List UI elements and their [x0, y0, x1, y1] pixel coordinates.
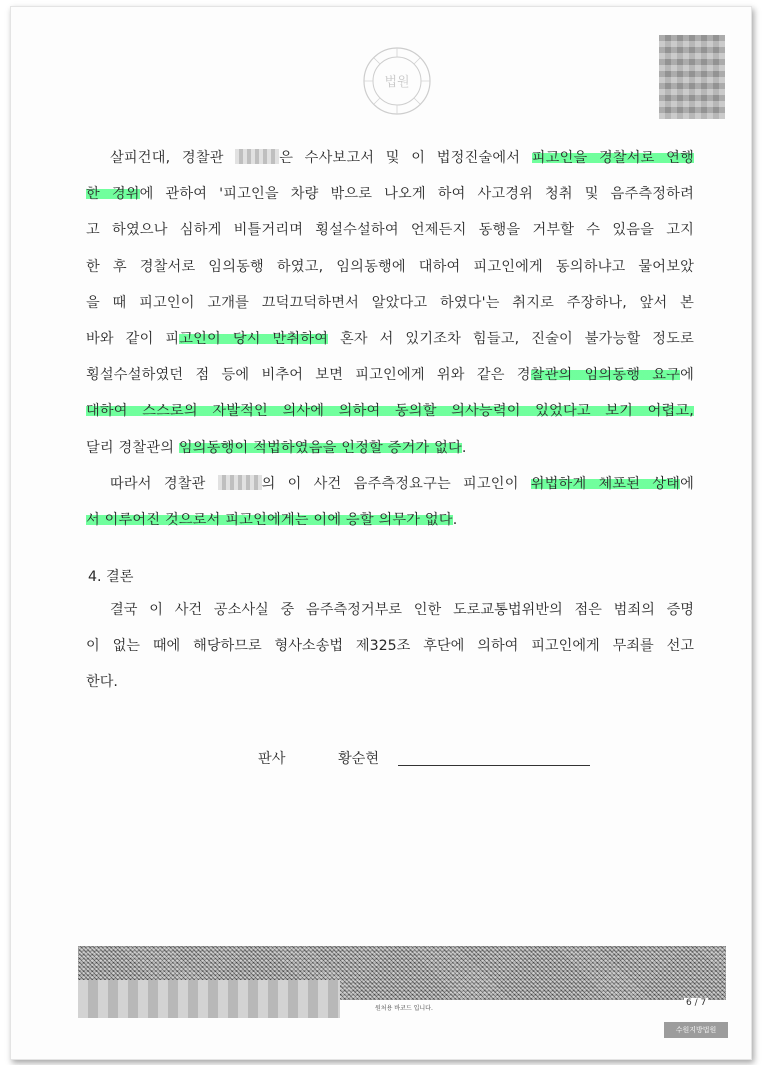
paragraph-breath-test-request [86, 466, 694, 538]
text-line [86, 628, 694, 664]
highlighted-text: 임의동행이 적법하였음을 인정할 증거가 없다 [178, 439, 462, 456]
text-segment: 횡설수설하였던 점 등에 비추어 보면 피고인에게 위와 같은 경 [86, 367, 531, 384]
text-segment: 달리 경찰관의 [86, 439, 179, 456]
text-segment: . [461, 439, 467, 456]
text-line [86, 321, 694, 357]
barcode-note: 원처용 바코드 입니다. [372, 1003, 436, 1012]
text-segment: 혼자 서 있기조차 힘들고, 진술이 불가능할 정도로 [328, 330, 694, 347]
text-segment: 에 [680, 475, 694, 492]
text-line [86, 664, 694, 700]
text-segment: 에 관하여 '피고인을 차량 밖으로 나오게 하여 사고경위 청취 및 음주측정하려 [139, 186, 694, 203]
text-line [86, 466, 694, 502]
text-segment: 살피건대, 경찰관 [110, 150, 236, 166]
signature-line [398, 753, 590, 766]
highlighted-text: 서 이루어진 것으로서 피고인에게는 이에 응할 의무가 없다 [86, 511, 453, 528]
text-segment: 을 때 피고인이 고개를 끄덕끄덕하면서 알았다고 하였다'는 취지로 주장하나, 앞서 본 [86, 294, 694, 311]
text-line [86, 249, 694, 285]
text-segment: 의 이 사건 음주측정요구는 피고인이 [261, 475, 531, 492]
redacted-name-mask [235, 149, 279, 164]
paragraph-police-escort [86, 140, 694, 466]
seal-text: 법원 [384, 75, 410, 90]
highlighted-text: 고인이 당시 만취하여 [179, 330, 329, 347]
text-line [86, 592, 694, 628]
text-line [86, 393, 694, 429]
text-segment: 이 없는 때에 해당하므로 형사소송법 제325조 후단에 의하여 피고인에게 무죄를 선고 [86, 638, 694, 655]
text-segment: 한 후 경찰서로 임의동행 하였고, 임의동행에 대하여 피고인에게 동의하냐고 물어보았 [86, 258, 694, 275]
court-seal-watermark [361, 45, 433, 117]
text-line [86, 285, 694, 321]
text-line [86, 176, 694, 212]
reasoning-body [86, 140, 694, 538]
text-segment: . [452, 511, 458, 528]
text-line [86, 430, 694, 466]
highlighted-text: 위법하게 체포된 상태 [530, 475, 681, 492]
text-line [86, 502, 694, 538]
page-number: 6 / 7 [686, 998, 707, 1008]
redacted-name-mask [218, 475, 262, 490]
judge-name: 황순현 [337, 751, 380, 767]
text-segment: 고 하였으나 심하게 비틀거리며 횡설수설하여 언제든지 동행을 거부할 수 있음을 고지 [86, 222, 694, 239]
redacted-footer-mosaic [78, 980, 340, 1018]
text-line [86, 140, 694, 176]
judge-signature-block [258, 744, 590, 774]
text-line [86, 357, 694, 393]
judge-title: 판사 [258, 751, 286, 767]
text-segment: 에 [680, 367, 694, 384]
text-segment: 바와 같이 피 [86, 330, 180, 347]
highlighted-text: 찰관의 임의동행 요구 [530, 367, 681, 384]
text-line [86, 212, 694, 248]
text-segment: 결국 이 사건 공소사실 중 음주측정거부로 인한 도로교통법위반의 점은 범죄의 증명 [110, 602, 694, 618]
section-heading-conclusion: 4. 결론 [88, 569, 134, 585]
text-segment: 한다. [86, 674, 118, 691]
highlighted-text: 한 경위 [86, 186, 140, 203]
highlighted-text: 피고인을 경찰서로 연행 [531, 150, 694, 166]
court-name-stamp: 수원지방법원 [664, 1022, 728, 1038]
text-segment: 은 수사보고서 및 이 법정진술에서 [279, 150, 532, 166]
conclusion-paragraph [86, 592, 694, 701]
text-segment: 따라서 경찰관 [110, 475, 218, 492]
highlighted-text: 대하여 스스로의 자발적인 의사에 의하여 동의할 의사능력이 있었다고 보기 어렵고, [86, 403, 694, 420]
redacted-mosaic-block [659, 35, 725, 119]
